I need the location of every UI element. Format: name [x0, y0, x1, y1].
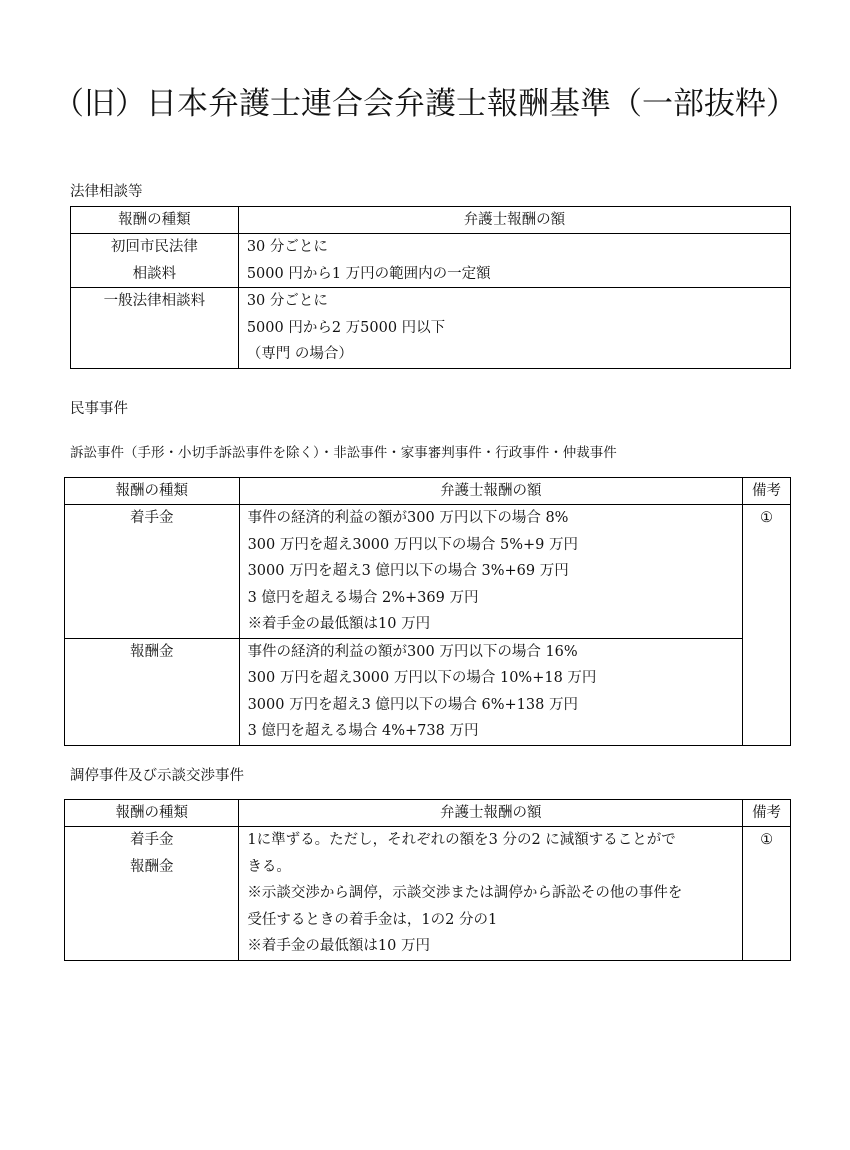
- section-heading-litigation: 訴訟事件（手形・小切手訴訟事件を除く）・非訟事件・家事審判事件・行政事件・仲裁事件: [70, 445, 617, 461]
- consultation-fee-table: [70, 206, 791, 369]
- fee-amount-line: 5000 円から1 万円の範囲内の一定額: [246, 265, 491, 282]
- fee-type-line: 報酬金: [129, 858, 174, 875]
- fee-amount-line: 事件の経済的利益の額が300 万円以下の場合 8%: [247, 510, 569, 526]
- header-fee-type: 報酬の種類: [65, 478, 240, 505]
- fee-type-line: 相談料: [132, 265, 177, 282]
- fee-amount-line: 3 億円を超える場合 2%+369 万円: [247, 589, 479, 606]
- table-row: [65, 827, 791, 961]
- fee-amount-line: きる。: [247, 858, 291, 875]
- fee-amount-line: 1に準ずる。ただし，それぞれの額を3 分の2 に減額することがで: [247, 832, 676, 848]
- remark-mark: ①: [760, 510, 774, 526]
- fee-type-line: 着手金: [129, 832, 174, 848]
- table-row: [65, 505, 791, 639]
- fee-amount-line: 3000 万円を超え3 億円以下の場合 6%+138 万円: [247, 696, 578, 713]
- litigation-fee-table: [64, 477, 791, 746]
- fee-amount-line: ※着手金の最低額は10 万円: [247, 938, 430, 954]
- header-fee-type: 報酬の種類: [65, 800, 239, 827]
- table-row: [65, 638, 791, 745]
- table-row: [71, 234, 791, 288]
- header-fee-type: 報酬の種類: [71, 207, 239, 234]
- page-title: （旧）日本弁護士連合会弁護士報酬基準（一部抜粋）: [53, 86, 797, 122]
- fee-amount-line: 受任するときの着手金は，1の2 分の1: [247, 911, 498, 928]
- section-heading-civil: 民事事件: [70, 401, 128, 417]
- fee-amount-line: 3 億円を超える場合 4%+738 万円: [247, 723, 479, 739]
- fee-amount-line: 30 分ごとに: [246, 239, 328, 255]
- fee-amount-line: 3000 万円を超え3 億円以下の場合 3%+69 万円: [247, 563, 569, 579]
- header-fee-amount: 弁護士報酬の額: [239, 478, 743, 505]
- section-heading-consultation: 法律相談等: [70, 184, 143, 200]
- header-remarks: 備考: [743, 478, 791, 505]
- header-fee-amount: 弁護士報酬の額: [239, 800, 743, 827]
- remark-mark: ①: [760, 832, 774, 848]
- mediation-fee-table: [64, 799, 791, 961]
- section-heading-mediation: 調停事件及び示談交渉事件: [70, 768, 244, 784]
- fee-amount-line: 300 万円を超え3000 万円以下の場合 5%+9 万円: [247, 536, 578, 553]
- fee-amount-line: （専門 の場合）: [246, 346, 353, 362]
- fee-amount-line: 事件の経済的利益の額が300 万円以下の場合 16%: [247, 643, 578, 660]
- header-remarks: 備考: [743, 800, 791, 827]
- fee-amount-line: 30 分ごとに: [246, 293, 328, 309]
- fee-type-line: 初回市民法律: [110, 239, 198, 255]
- header-fee-amount: 弁護士報酬の額: [238, 207, 790, 234]
- fee-type-line: 一般法律相談料: [103, 293, 206, 309]
- fee-amount-line: 300 万円を超え3000 万円以下の場合 10%+18 万円: [247, 670, 597, 686]
- fee-type-line: 着手金: [130, 510, 174, 526]
- fee-amount-line: ※着手金の最低額は10 万円: [247, 616, 431, 632]
- fee-type-line: 報酬金: [130, 643, 174, 660]
- fee-amount-line: ※示談交渉から調停，示談交渉または調停から訴訟その他の事件を: [247, 885, 683, 901]
- table-row: [71, 288, 791, 369]
- fee-amount-line: 5000 円から2 万5000 円以下: [246, 319, 446, 336]
